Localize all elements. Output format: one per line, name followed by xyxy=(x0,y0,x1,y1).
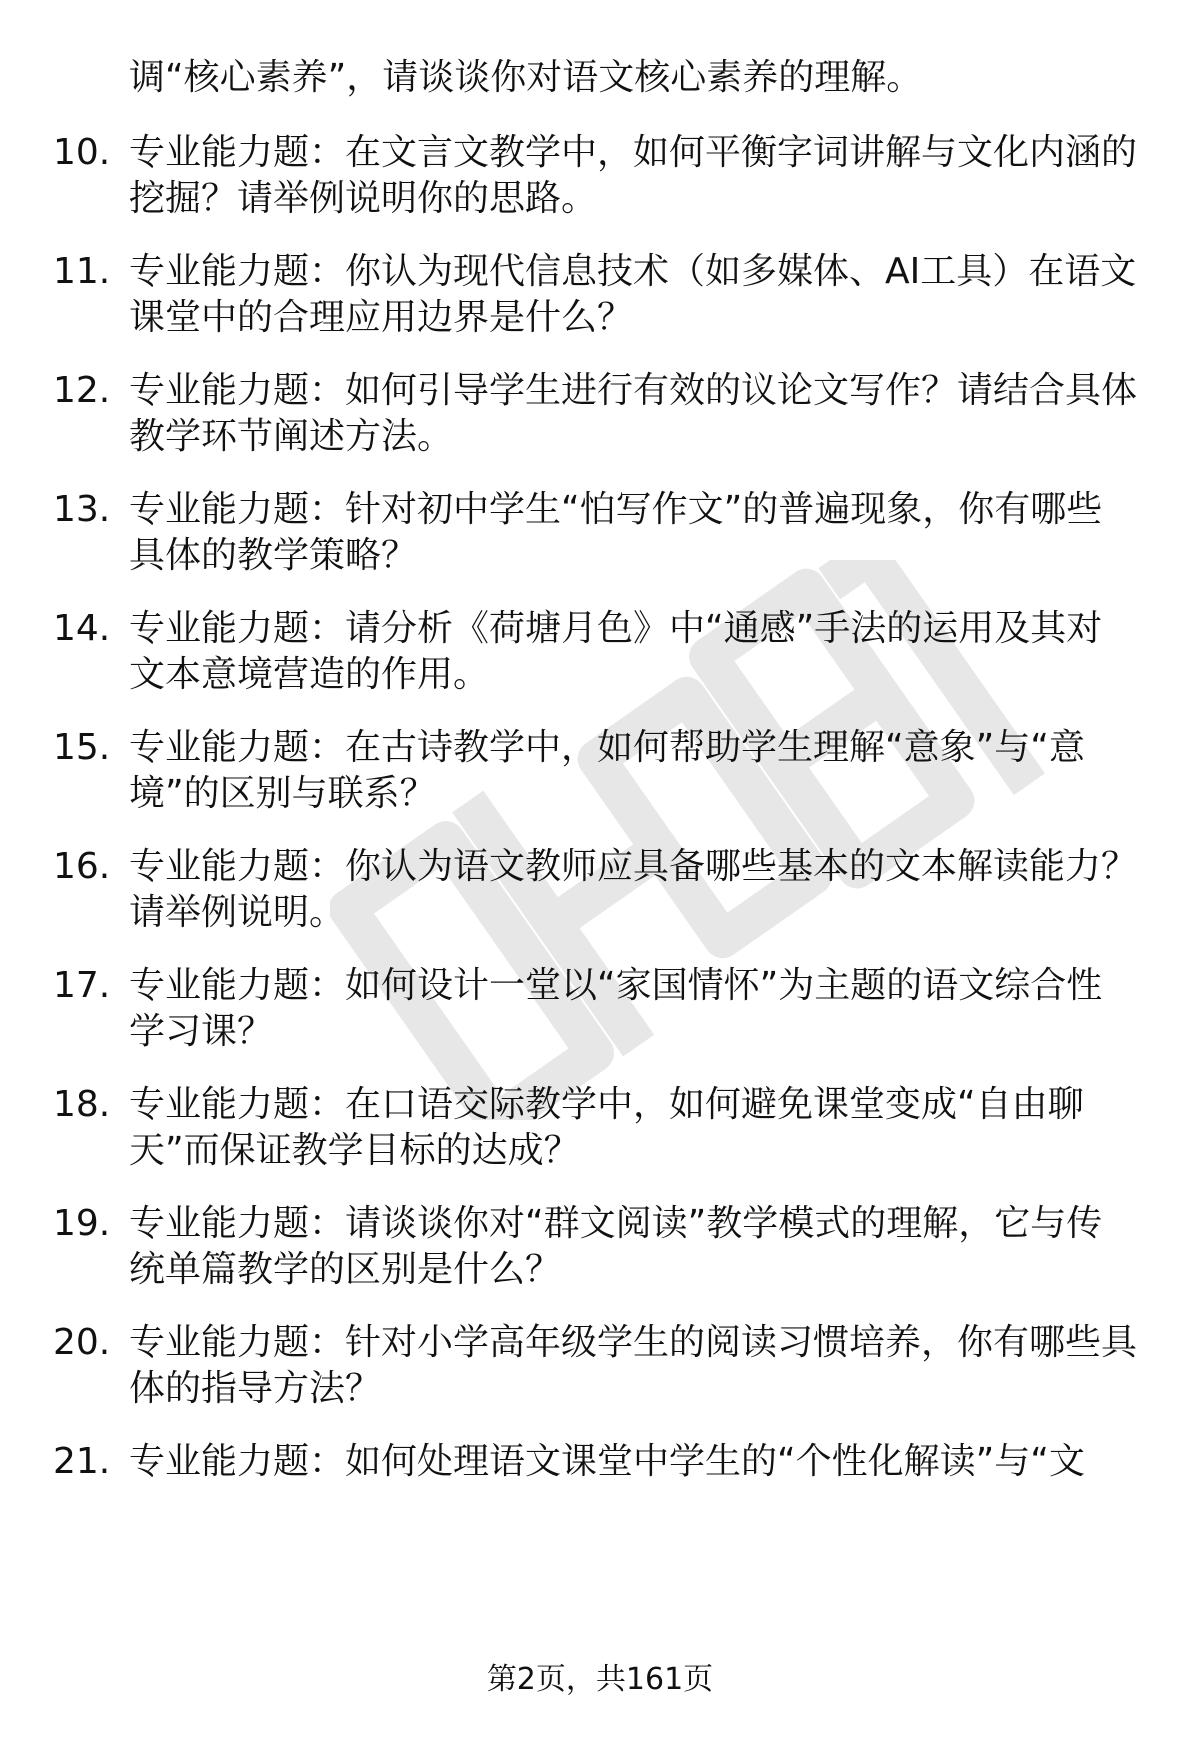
question-text-line: 专业能力题：针对初中学生“怕写作文”的普遍现象，你有哪些 xyxy=(129,489,1103,530)
question-number: 15. xyxy=(53,727,111,768)
question-text-line: 专业能力题：在口语交际教学中，如何避免课堂变成“自由聊 xyxy=(129,1084,1084,1125)
question-text-line: 专业能力题：请分析《荷塘月色》中“通感”手法的运用及其对 xyxy=(129,608,1103,649)
question-text-line: 专业能力题：请谈谈你对“群文阅读”教学模式的理解，它与传 xyxy=(129,1203,1103,1244)
question-number: 18. xyxy=(53,1084,111,1125)
question-text-line: 专业能力题：你认为现代信息技术（如多媒体、AI工具）在语文 xyxy=(129,251,1137,292)
question-text-line: 挖掘？请举例说明你的思路。 xyxy=(129,178,598,219)
question-number: 12. xyxy=(53,370,111,411)
question-number: 21. xyxy=(53,1441,111,1482)
question-text-line: 专业能力题：如何设计一堂以“家国情怀”为主题的语文综合性 xyxy=(129,965,1103,1006)
question-text-line: 专业能力题：你认为语文教师应具备哪些基本的文本解读能力？ xyxy=(129,846,1138,887)
question-text-line: 具体的教学策略？ xyxy=(129,535,418,576)
question-text-line: 统单篇教学的区别是什么？ xyxy=(129,1249,562,1290)
question-number: 20. xyxy=(53,1322,111,1363)
question-text-line: 教学环节阐述方法。 xyxy=(129,416,454,457)
page-footer: 第2页，共161页 xyxy=(486,1662,714,1697)
question-number: 11. xyxy=(53,251,111,292)
question-text-line: 体的指导方法？ xyxy=(129,1368,382,1409)
question-number: 13. xyxy=(53,489,111,530)
question-number: 10. xyxy=(53,132,111,173)
question-text-line: 学习课？ xyxy=(129,1011,274,1052)
question-text-line: 天”而保证教学目标的达成？ xyxy=(129,1130,580,1171)
question-number: 17. xyxy=(53,965,111,1006)
question-text-line: 文本意境营造的作用。 xyxy=(129,654,490,695)
question-number: 14. xyxy=(53,608,111,649)
question-text-line: 专业能力题：针对小学高年级学生的阅读习惯培养，你有哪些具 xyxy=(129,1322,1138,1363)
question-text-line: 课堂中的合理应用边界是什么？ xyxy=(129,297,634,338)
text-line-continuation: 调“核心素养”，请谈谈你对语文核心素养的理解。 xyxy=(129,57,923,98)
question-text-line: 请举例说明。 xyxy=(129,892,346,933)
question-number: 19. xyxy=(53,1203,111,1244)
question-number: 16. xyxy=(53,846,111,887)
question-text-line: 专业能力题：如何处理语文课堂中学生的“个性化解读”与“文 xyxy=(129,1441,1085,1482)
question-text-line: 专业能力题：如何引导学生进行有效的议论文写作？请结合具体 xyxy=(129,370,1138,411)
question-text-line: 专业能力题：在古诗教学中，如何帮助学生理解“意象”与“意 xyxy=(129,727,1085,768)
question-text-line: 专业能力题：在文言文教学中，如何平衡字词讲解与文化内涵的 xyxy=(129,132,1138,173)
question-text-line: 境”的区别与联系？ xyxy=(129,773,436,814)
